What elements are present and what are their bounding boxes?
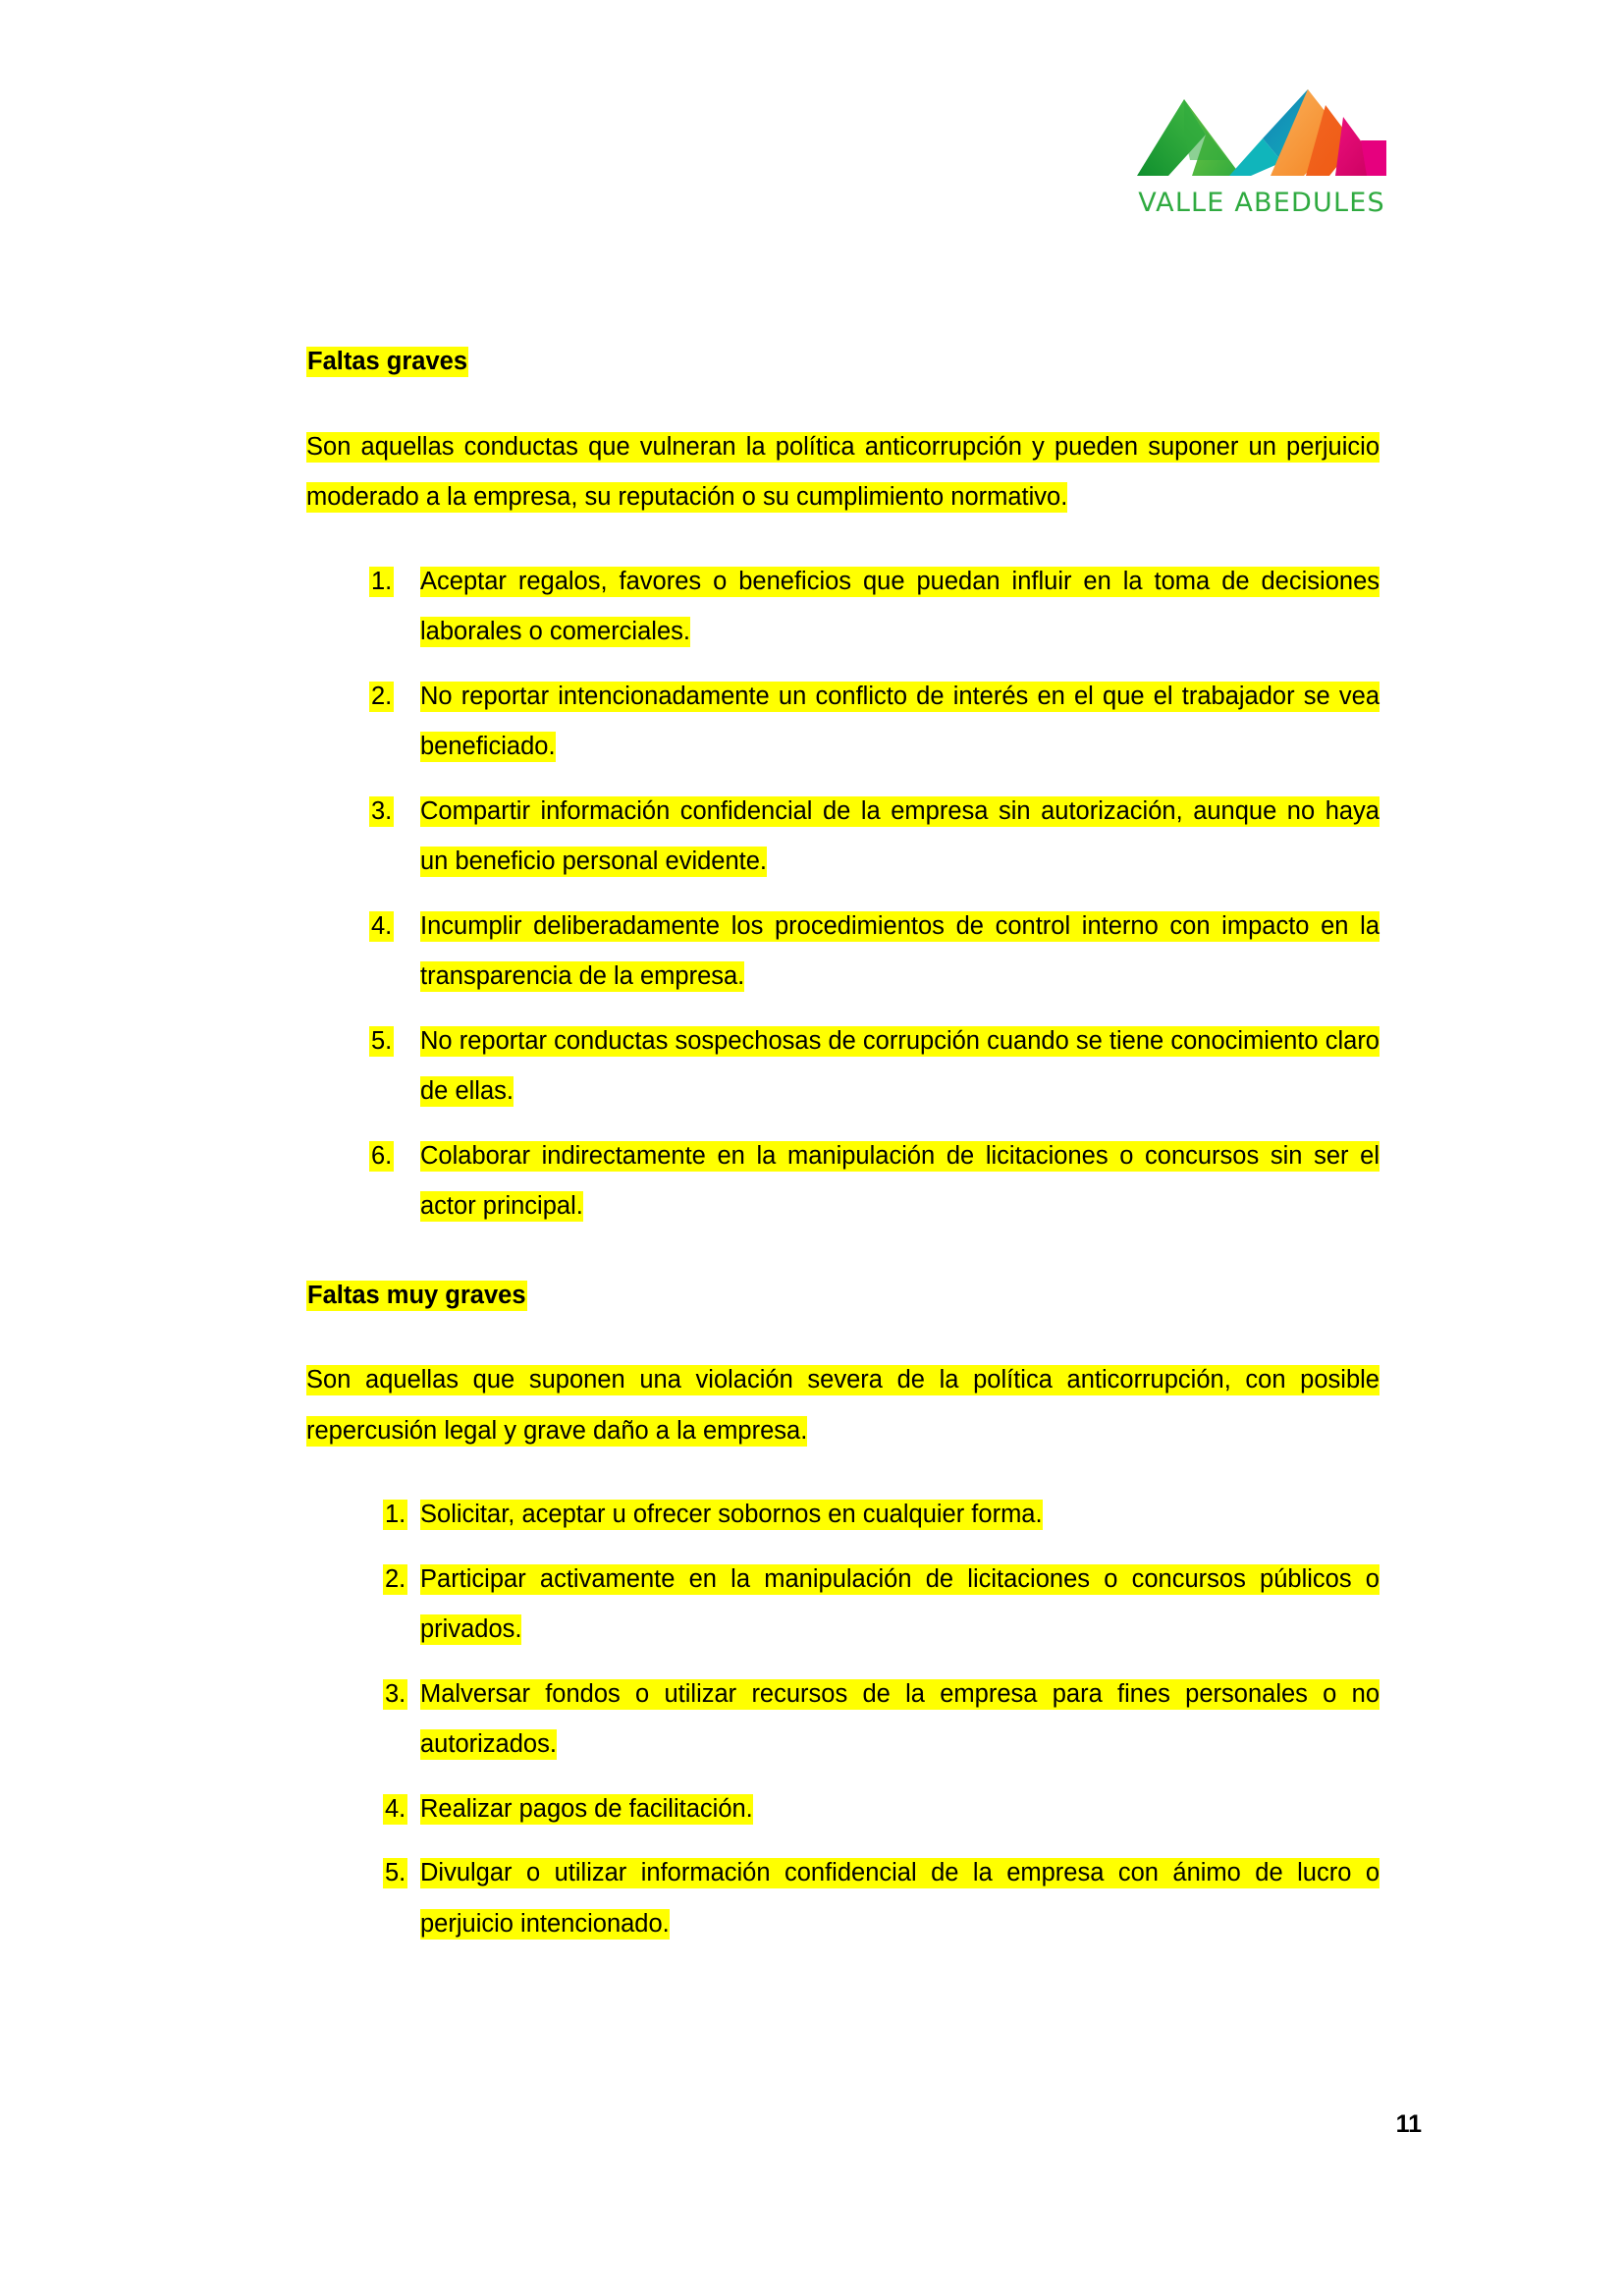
list-item-text: Participar activamente en la manipulación de licitaciones o concursos públicos o privados. — [420, 1564, 1380, 1644]
list-item — [369, 787, 1380, 888]
faults-list-muy-graves — [383, 1490, 1380, 1949]
company-logo — [1114, 83, 1409, 218]
section-heading-text: Faltas graves — [307, 348, 468, 375]
list-item-text: No reportar conductas sospechosas de corrupción cuando se tiene conocimiento claro de ellas. — [420, 1026, 1380, 1106]
list-item-number: 4. — [371, 911, 393, 940]
list-item-number: 1. — [371, 567, 393, 595]
list-item-text: Compartir información confidencial de la empresa sin autorización, aunque no haya un beneficio personal evidente. — [420, 796, 1380, 876]
list-item-text: Realizar pagos de facilitación. — [420, 1794, 753, 1823]
list-item-number: 2. — [371, 682, 393, 710]
list-item-text: No reportar intencionadamente un conflicto de interés en el que el trabajador se vea beneficiado. — [420, 682, 1380, 761]
section-intro-text: Son aquellas que suponen una violación severa de la política anticorrupción, con posible repercusión legal y grave daño a la empresa. — [306, 1366, 1380, 1445]
list-item-text: Colaborar indirectamente en la manipulación de licitaciones o concursos sin ser el actor principal. — [420, 1141, 1380, 1221]
list-item — [383, 1669, 1380, 1771]
list-item-text: Malversar fondos o utilizar recursos de la empresa para fines personales o no autorizados. — [420, 1679, 1380, 1759]
page-number: 11 — [1395, 2110, 1422, 2138]
list-item-text: Divulgar o utilizar información confidencial de la empresa con ánimo de lucro o perjuicio intencionado. — [420, 1859, 1380, 1938]
list-item-text: Solicitar, aceptar u ofrecer sobornos en cualquier forma. — [420, 1501, 1043, 1529]
spacer — [306, 379, 1380, 422]
list-item-number: 5. — [371, 1026, 393, 1055]
list-item — [383, 1848, 1380, 1949]
section-heading-faltas-muy-graves — [306, 1280, 1380, 1313]
section-heading-faltas-graves — [306, 346, 1380, 379]
list-item-number: 2. — [385, 1564, 406, 1593]
list-item — [383, 1784, 1380, 1835]
section-intro-text: Son aquellas conductas que vulneran la política anticorrupción y pueden suponer un perjuicio moderado a la empresa, su reputación o su cumplimiento normativo. — [306, 432, 1380, 512]
list-item — [383, 1490, 1380, 1541]
document-body — [306, 346, 1380, 1949]
logo-wordmark: VALLE ABEDULES — [1138, 188, 1385, 218]
list-item-number: 3. — [371, 796, 393, 825]
spacer — [306, 523, 1380, 557]
section-intro-faltas-muy-graves — [306, 1355, 1380, 1456]
faults-list-graves — [369, 557, 1380, 1232]
spacer — [306, 1312, 1380, 1355]
spacer — [306, 1456, 1380, 1490]
list-item — [369, 1131, 1380, 1232]
section-intro-faltas-graves — [306, 422, 1380, 523]
spacer — [306, 1232, 1380, 1280]
page-header — [1114, 83, 1409, 241]
list-item-text: Incumplir deliberadamente los procedimientos de control interno con impacto en la transparencia de la empresa. — [420, 911, 1380, 991]
list-item — [369, 557, 1380, 658]
list-item-number: 6. — [371, 1141, 393, 1170]
list-item — [369, 902, 1380, 1003]
list-item — [369, 672, 1380, 773]
list-item-number: 5. — [385, 1859, 406, 1887]
mountain-chevron-logo-icon — [1133, 83, 1390, 193]
list-item-number: 1. — [385, 1501, 406, 1529]
list-item — [369, 1016, 1380, 1118]
list-item-number: 3. — [385, 1679, 406, 1708]
list-item-number: 4. — [385, 1794, 406, 1823]
list-item — [383, 1555, 1380, 1656]
section-heading-text: Faltas muy graves — [307, 1281, 526, 1309]
list-item-text: Aceptar regalos, favores o beneficios que puedan influir en la toma de decisiones laborales o comerciales. — [420, 567, 1380, 646]
